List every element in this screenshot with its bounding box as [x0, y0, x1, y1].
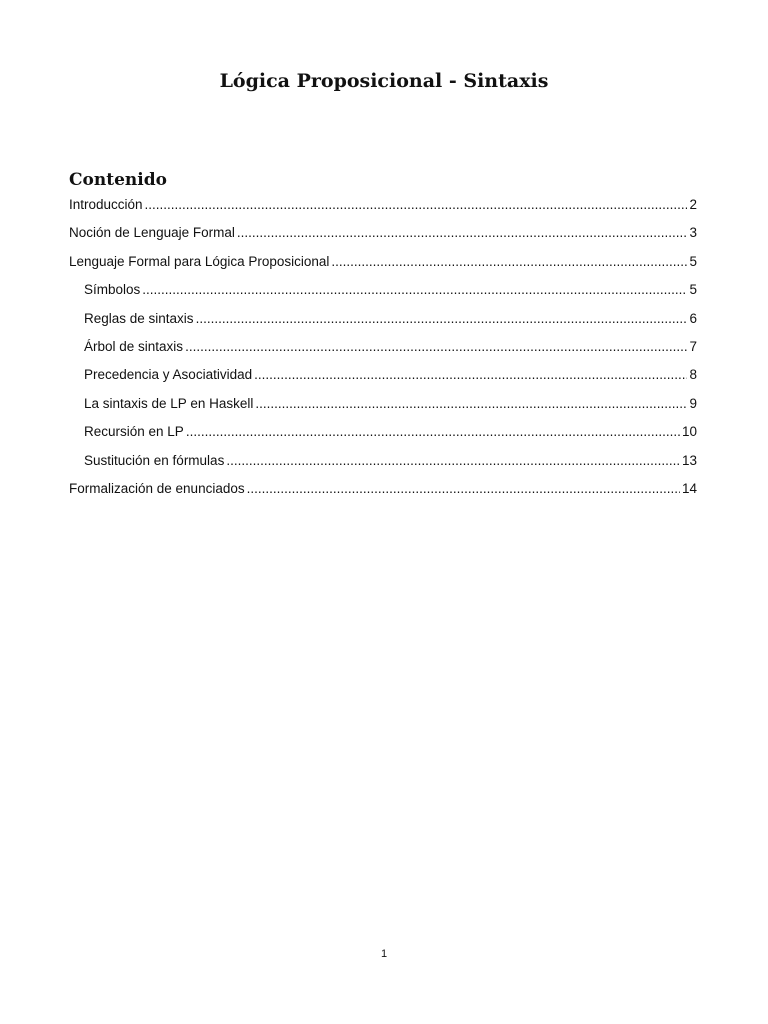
toc-entry-introduccion[interactable] — [69, 194, 697, 222]
toc-entry-page: 6 — [689, 310, 697, 326]
page-title: Lógica Proposicional - Sintaxis — [219, 70, 549, 92]
toc-entry-reglas-sintaxis[interactable] — [69, 308, 697, 336]
toc-entry-page: 8 — [689, 367, 697, 383]
toc-entry-label: Recursión en LP — [84, 424, 184, 440]
toc-entry-label: Reglas de sintaxis — [84, 310, 194, 326]
toc-leader-dots — [255, 393, 687, 415]
toc-leader-dots — [254, 364, 687, 386]
toc-leader-dots — [331, 251, 687, 273]
toc-entry-lenguaje-formal-lp[interactable] — [69, 251, 697, 279]
page-number: 1 — [380, 948, 388, 960]
toc-entry-recursion-lp[interactable] — [69, 421, 697, 449]
toc-entry-sintaxis-haskell[interactable] — [69, 393, 697, 421]
toc-entry-simbolos[interactable] — [69, 279, 697, 307]
toc-leader-dots — [145, 194, 688, 216]
toc-leader-dots — [142, 279, 687, 301]
toc-entry-page: 13 — [681, 452, 697, 468]
toc-entry-page: 10 — [681, 424, 697, 440]
toc-entry-page: 5 — [689, 282, 697, 298]
toc-entry-label: Lenguaje Formal para Lógica Proposicional — [69, 253, 330, 269]
toc-entry-arbol-sintaxis[interactable] — [69, 336, 697, 364]
toc-leader-dots — [196, 308, 688, 330]
toc-entry-precedencia-asociatividad[interactable] — [69, 364, 697, 392]
toc-entry-page: 7 — [689, 338, 697, 354]
toc-leader-dots — [185, 336, 687, 358]
toc-entry-page: 2 — [689, 197, 697, 212]
toc-leader-dots — [237, 222, 688, 244]
toc-entry-page: 5 — [689, 253, 697, 269]
toc-entry-formalizacion-enunciados[interactable] — [69, 478, 697, 506]
toc-leader-dots — [186, 421, 680, 443]
toc-leader-dots — [226, 450, 680, 472]
toc-entry-label: Símbolos — [84, 282, 141, 298]
toc-heading: Contenido — [69, 170, 167, 190]
toc-entry-label: Precedencia y Asociatividad — [84, 367, 253, 383]
toc-entry-label: Noción de Lenguaje Formal — [69, 225, 235, 241]
toc-entry-label: Árbol de sintaxis — [84, 338, 184, 354]
table-of-contents — [69, 194, 697, 506]
toc-entry-label: La sintaxis de LP en Haskell — [84, 395, 254, 411]
toc-entry-label: Sustitución en fórmulas — [84, 452, 225, 468]
toc-entry-label: Introducción — [69, 197, 143, 212]
toc-entry-label: Formalización de enunciados — [69, 480, 245, 496]
toc-entry-page: 9 — [689, 395, 697, 411]
toc-leader-dots — [247, 478, 680, 500]
toc-entry-page: 3 — [689, 225, 697, 241]
toc-entry-page: 14 — [681, 480, 697, 496]
toc-entry-nocion-lenguaje-formal[interactable] — [69, 222, 697, 250]
toc-entry-sustitucion-formulas[interactable] — [69, 450, 697, 478]
